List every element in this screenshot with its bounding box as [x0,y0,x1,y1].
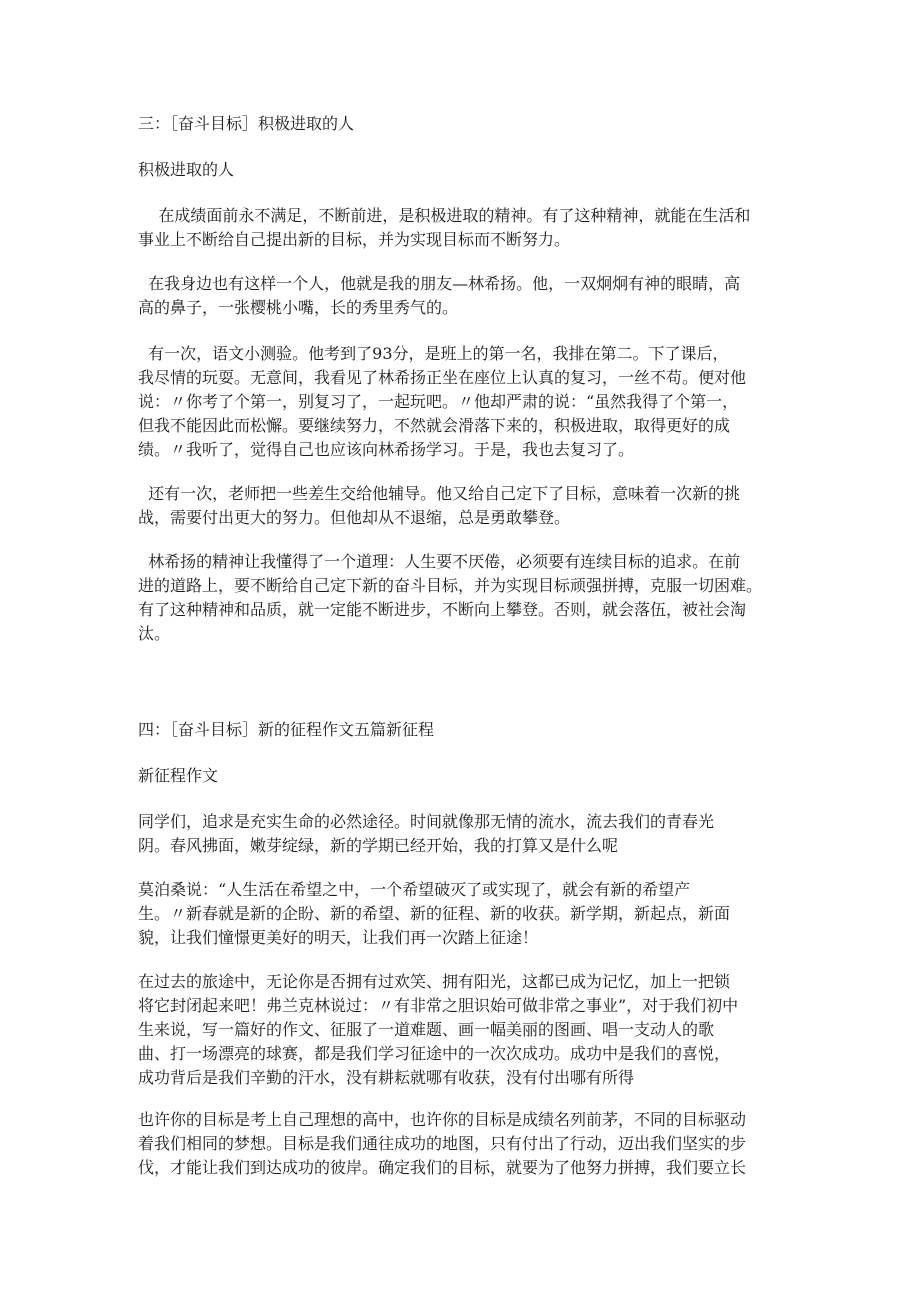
text-line: 在成绩面前永不满足，不断前进，是积极进取的精神。有了这种精神，就能在生活和 [138,206,751,225]
text-line: 有一次，语文小测验。他考到了93分，是班上的第一名，我排在第二。下了课后， [138,344,729,363]
text-line: 生。〃新春就是新的企盼、新的希望、新的征程、新的收获。新学期，新起点，新面 [138,904,731,923]
text-line: 生来说，写一篇好的作文、征服了一道难题、画一幅美丽的图画、唱一支动人的歌 [138,1020,715,1039]
text-line: 有了这种精神和品质，就一定能不断进步，不断向上攀登。否则，就会落伍，被社会淘 [138,600,747,619]
text-line: 还有一次，老师把一些差生交给他辅导。他又给自己定下了目标，意味着一次新的挑 [138,484,741,503]
text-line: 曲、打一场漂亮的球赛，都是我们学习征途中的一次次成功。成功中是我们的喜悦， [138,1044,731,1063]
text-line: 但我不能因此而松懈。要继续努力，不然就会滑落下来的，积极进取，取得更好的成 [138,416,731,435]
text-line: 莫泊桑说：“人生活在希望之中，一个希望破灭了或实现了，就会有新的希望产 [138,880,691,899]
text-line: 貌，让我们憧憬更美好的明天，让我们再一次踏上征途！ [138,928,539,947]
section4-paragraph-4 [138,1108,746,1180]
text-line: 将它封闭起来吧！弗兰克林说过：〃有非常之胆识始可做非常之事业”，对于我们初中 [138,996,739,1015]
text-line: 我尽情的玩耍。无意间，我看见了林希扬正坐在座位上认真的复习，一丝不苟。便对他 [138,368,747,387]
section4-paragraph-2 [138,878,730,950]
text-line: 在我身边也有这样一个人，他就是我的朋友—林希扬。他，一双炯炯有神的眼睛，高 [138,274,741,293]
text-line: 汰。 [138,624,171,643]
text-line: 也许你的目标是考上自己理想的高中，也许你的目标是成绩名列前茅，不同的目标驱动 [138,1110,747,1129]
text-line: 进的道路上，要不断给自己定下新的奋斗目标，并为实现目标顽强拼搏，克服一切困难。 [138,576,763,595]
text-line: 绩。〃我听了，觉得自己也应该向林希扬学习。于是，我也去复习了。 [138,440,635,459]
section3-paragraph-4 [138,482,740,530]
text-line: 阴。春风拂面，嫩芽绽绿，新的学期已经开始，我的打算又是什么呢 [138,836,619,855]
text-line: 在过去的旅途中，无论你是否拥有过欢笑、拥有阳光，这都已成为记忆，加上一把锁 [138,972,731,991]
section3-paragraph-3 [138,342,746,462]
section3-paragraph-2 [138,272,740,320]
section4-paragraph-3 [138,970,738,1090]
section3-paragraph-5 [138,550,762,646]
text-line: 伐，才能让我们到达成功的彼岸。确定我们的目标，就要为了他努力拼搏，我们要立长 [138,1158,747,1177]
text-line: 说：〃你考了个第一，别复习了，一起玩吧。〃他却严肃的说：“虽然我得了个第一， [138,392,739,411]
text-line: 战，需要付出更大的努力。但他却从不退缩，总是勇敢攀登。 [138,508,571,527]
section4-subtitle: 新征程作文 [138,766,219,785]
text-line: 高的鼻子，一张樱桃小嘴，长的秀里秀气的。 [138,298,459,317]
text-line: 成功背后是我们辛勤的汗水，没有耕耘就哪有收获，没有付出哪有所得 [138,1068,635,1087]
section4-paragraph-1 [138,810,714,858]
section4-heading: 四：［奋斗目标］新的征程作文五篇新征程 [138,720,435,739]
text-line: 同学们，追求是充实生命的必然途径。时间就像那无情的流水，流去我们的青春光 [138,812,715,831]
section3-heading: 三：［奋斗目标］积极进取的人 [138,114,355,133]
text-line: 事业上不断给自己提出新的目标，并为实现目标而不断努力。 [138,230,571,249]
section3-subtitle: 积极进取的人 [138,160,235,179]
text-line: 着我们相同的梦想。目标是我们通往成功的地图，只有付出了行动，迈出我们坚实的步 [138,1134,747,1153]
section3-paragraph-1 [138,204,750,252]
text-line: 林希扬的精神让我懂得了一个道理：人生要不厌倦，必须要有连续目标的追求。在前 [138,552,741,571]
